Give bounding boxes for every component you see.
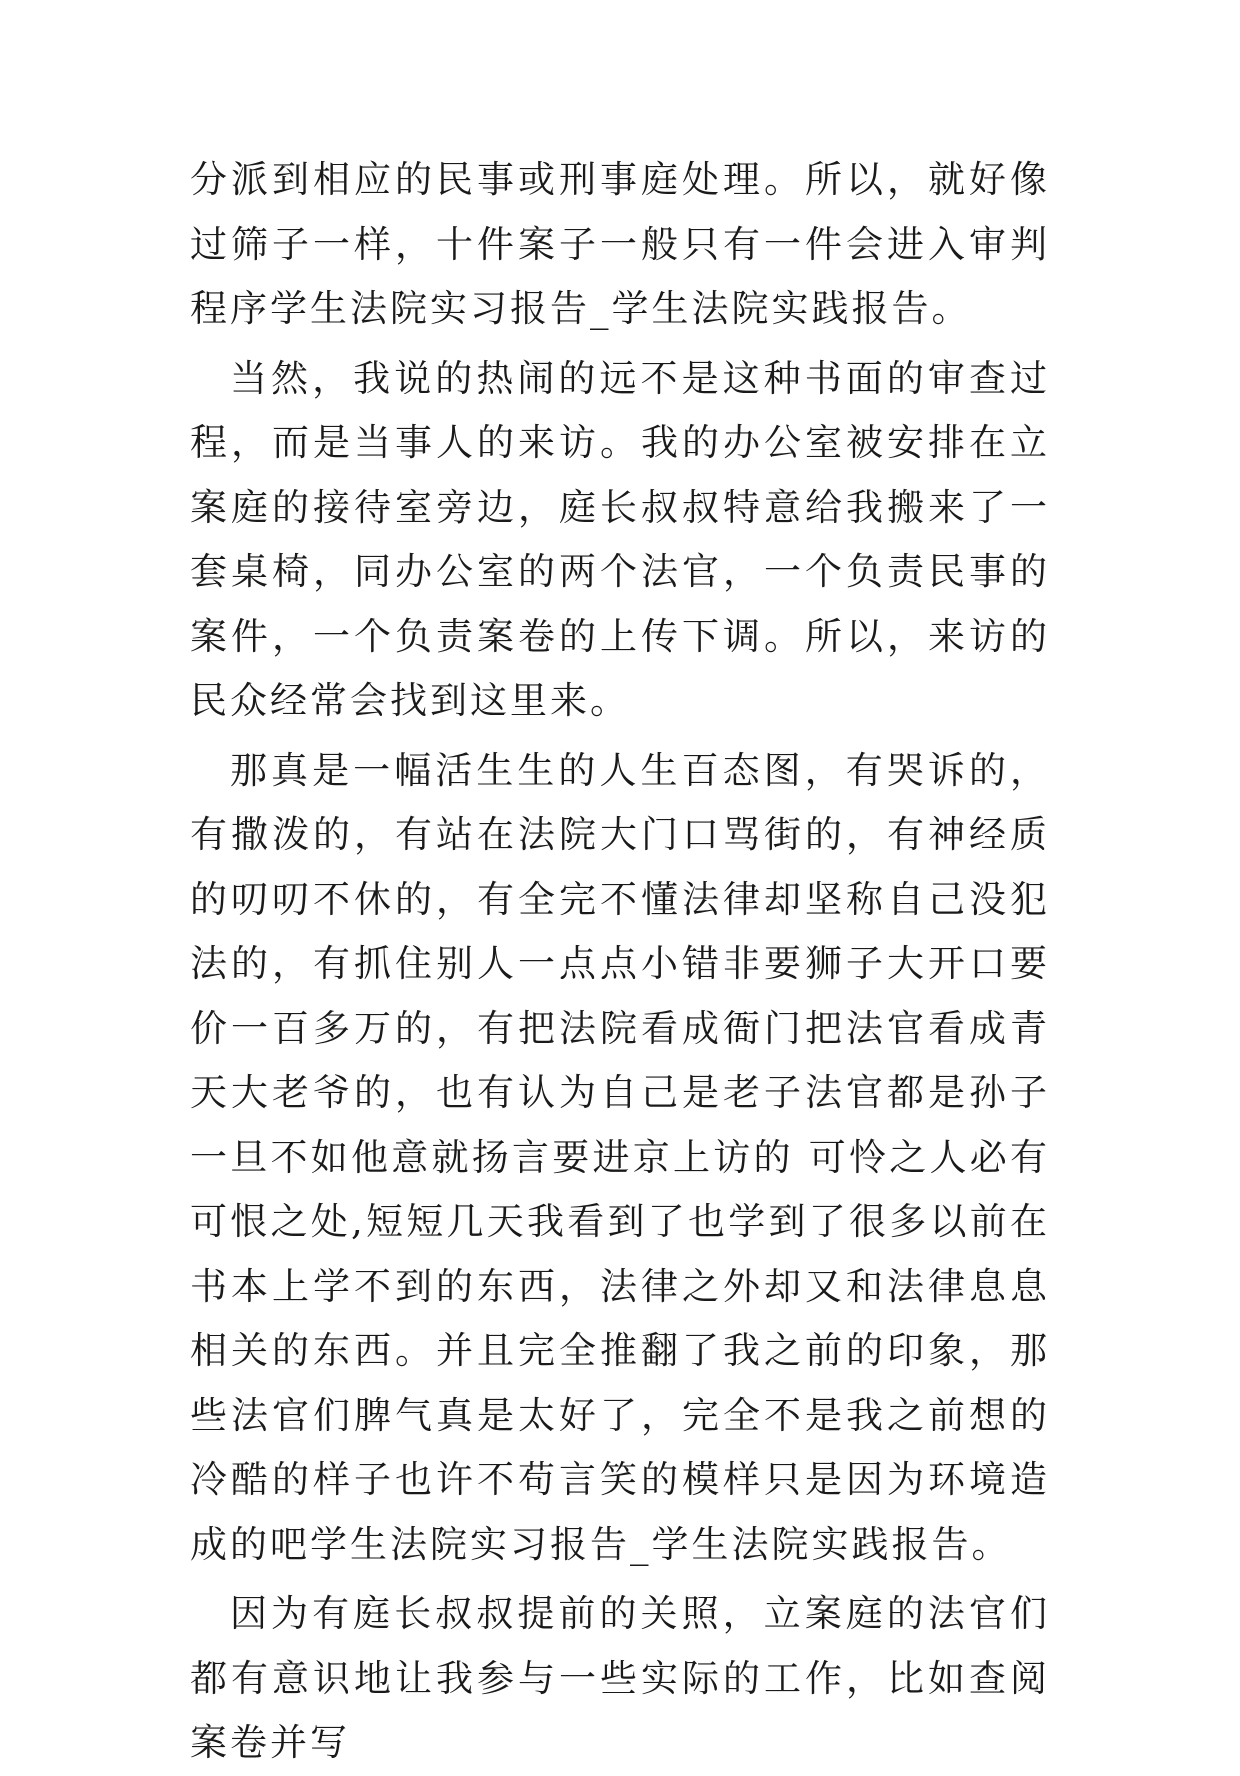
paragraph-3: 那真是一幅活生生的人生百态图，有哭诉的，有撒泼的，有站在法院大门口骂街的，有神经质的叨叨不休的，有全完不懂法律却坚称自己没犯法的，有抓住别人一点点小错非要狮子大开口要价一百多万的，有把法院看成衙门把法官看成青天大老爷的，也有认为自己是老子法官都是孙子一旦不如他意就扬言要进京上访的 可怜之人必有可恨之处,短短几天我看到了也学到了很多以前在书本上学不到的东西，法律之外却又和法律息息相关的东西。并且完全推翻了我之前的印象，那些法官们脾气真是太好了，完全不是我之前想的冷酷的样子也许不苟言笑的模样只是因为环境造成的吧学生法院实习报告_学生法院实践报告。 — [190, 748, 1050, 1566]
paragraph-1: 分派到相应的民事或刑事庭处理。所以，就好像过筛子一样，十件案子一般只有一件会进入审判程序学生法院实习报告_学生法院实践报告。 — [190, 158, 1050, 330]
document-body — [190, 148, 1050, 1776]
paragraph-2: 当然，我说的热闹的远不是这种书面的审查过程，而是当事人的来访。我的办公室被安排在立案庭的接待室旁边，庭长叔叔特意给我搬来了一套桌椅，同办公室的两个法官，一个负责民事的案件，一个负责案卷的上传下调。所以，来访的民众经常会找到这里来。 — [190, 356, 1050, 722]
paragraph-4: 因为有庭长叔叔提前的关照，立案庭的法官们都有意识地让我参与一些实际的工作，比如查阅案卷并写 — [190, 1592, 1050, 1764]
